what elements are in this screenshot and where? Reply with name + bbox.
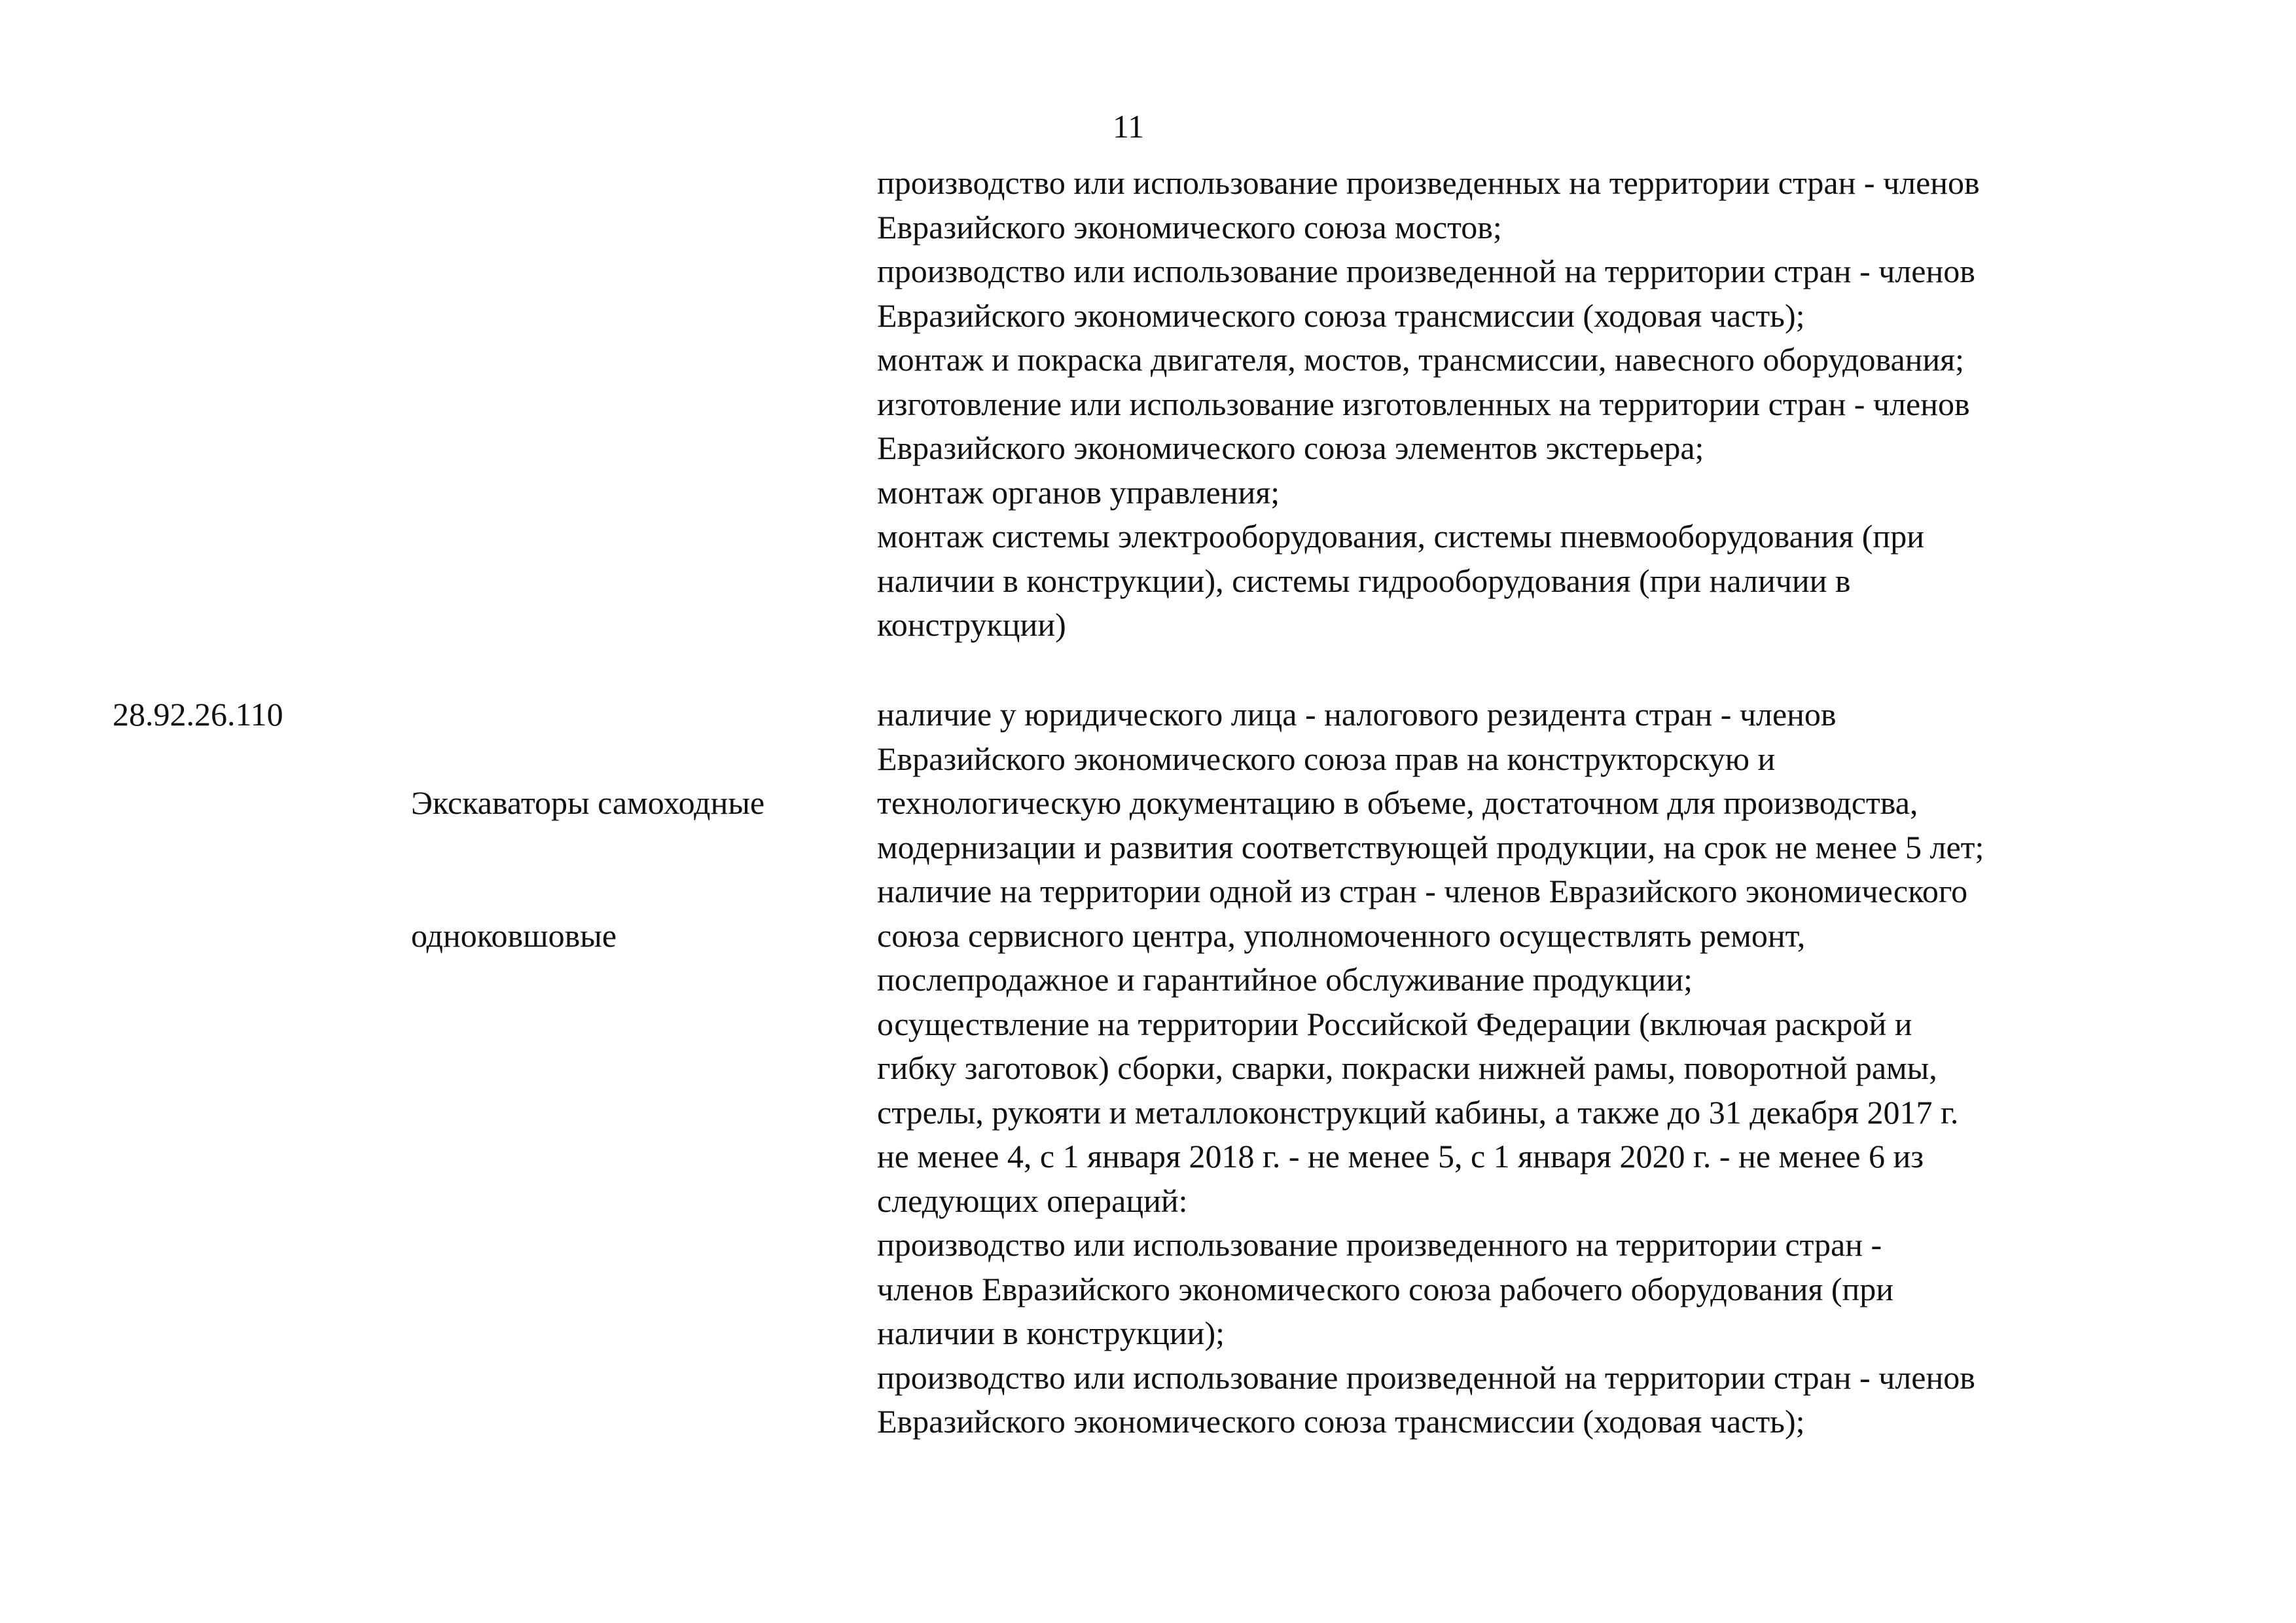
requirement-line: союза сервисного центра, уполномоченного осуществлять ремонт, [877, 917, 1806, 954]
requirements-cell [877, 693, 1984, 1444]
requirement-line: Евразийского экономического союза трансмиссии (ходовая часть); [877, 1403, 1805, 1440]
product-name-line: одноковшовые [411, 917, 617, 954]
requirement-line: наличии в конструкции), системы гидрооборудования (при наличии в [877, 562, 1851, 599]
requirement-line: модернизации и развития соответствующей продукции, на срок не менее 5 лет; [877, 828, 1984, 866]
requirement-line: членов Евразийского экономического союза рабочего оборудования (при [877, 1270, 1894, 1307]
requirement-line: производство или использование произведенной на территории стран - членов [877, 253, 1975, 289]
requirement-line: конструкции) [877, 606, 1066, 643]
requirement-line: Евразийского экономического союза трансмиссии (ходовая часть); [877, 297, 1805, 334]
requirement-line: монтаж и покраска двигателя, мостов, трансмиссии, навесного оборудования; [877, 341, 1965, 378]
requirement-line: Евразийского экономического союза элементов экстерьера; [877, 429, 1704, 466]
product-name-line: Экскаваторы самоходные [411, 784, 765, 821]
requirement-line: стрелы, рукояти и металлоконструкций кабины, а также до 31 декабря 2017 г. [877, 1093, 1959, 1131]
requirement-line: производство или использование произведенной на территории стран - членов [877, 1359, 1975, 1396]
requirement-line: монтаж системы электрооборудования, системы пневмооборудования (при [877, 518, 1924, 555]
okpd-code: 28.92.26.110 [113, 696, 283, 733]
requirement-line: послепродажное и гарантийное обслуживание продукции; [877, 961, 1693, 998]
requirement-line: наличие у юридического лица - налогового резидента стран - членов [877, 696, 1837, 733]
requirement-line: следующих операций: [877, 1182, 1188, 1219]
requirement-line: изготовление или использование изготовленных на территории стран - членов [877, 385, 1970, 422]
requirement-line: технологическую документацию в объеме, достаточном для производства, [877, 784, 1918, 821]
requirement-line: не менее 4, с 1 января 2018 г. - не менее 5, с 1 января 2020 г. - не менее 6 из [877, 1138, 1924, 1175]
product-name [411, 693, 764, 1046]
requirement-line: монтаж органов управления; [877, 473, 1280, 511]
requirement-line: наличии в конструкции); [877, 1315, 1225, 1351]
requirement-line: Евразийского экономического союза мостов; [877, 208, 1502, 246]
requirements-cell [877, 161, 1980, 647]
requirement-line: производство или использование произведенного на территории стран - [877, 1226, 1882, 1263]
requirement-line: осуществление на территории Российской Федерации (включая раскрой и [877, 1005, 1912, 1042]
page-number: 11 [1113, 108, 1145, 145]
requirement-line: гибку заготовок) сборки, сварки, покраски нижней рамы, поворотной рамы, [877, 1049, 1937, 1086]
requirement-line: производство или использование произведенных на территории стран - членов [877, 164, 1980, 201]
requirement-line: Евразийского экономического союза прав на конструкторскую и [877, 740, 1776, 777]
requirement-line: наличие на территории одной из стран - членов Евразийского экономического [877, 873, 1968, 909]
